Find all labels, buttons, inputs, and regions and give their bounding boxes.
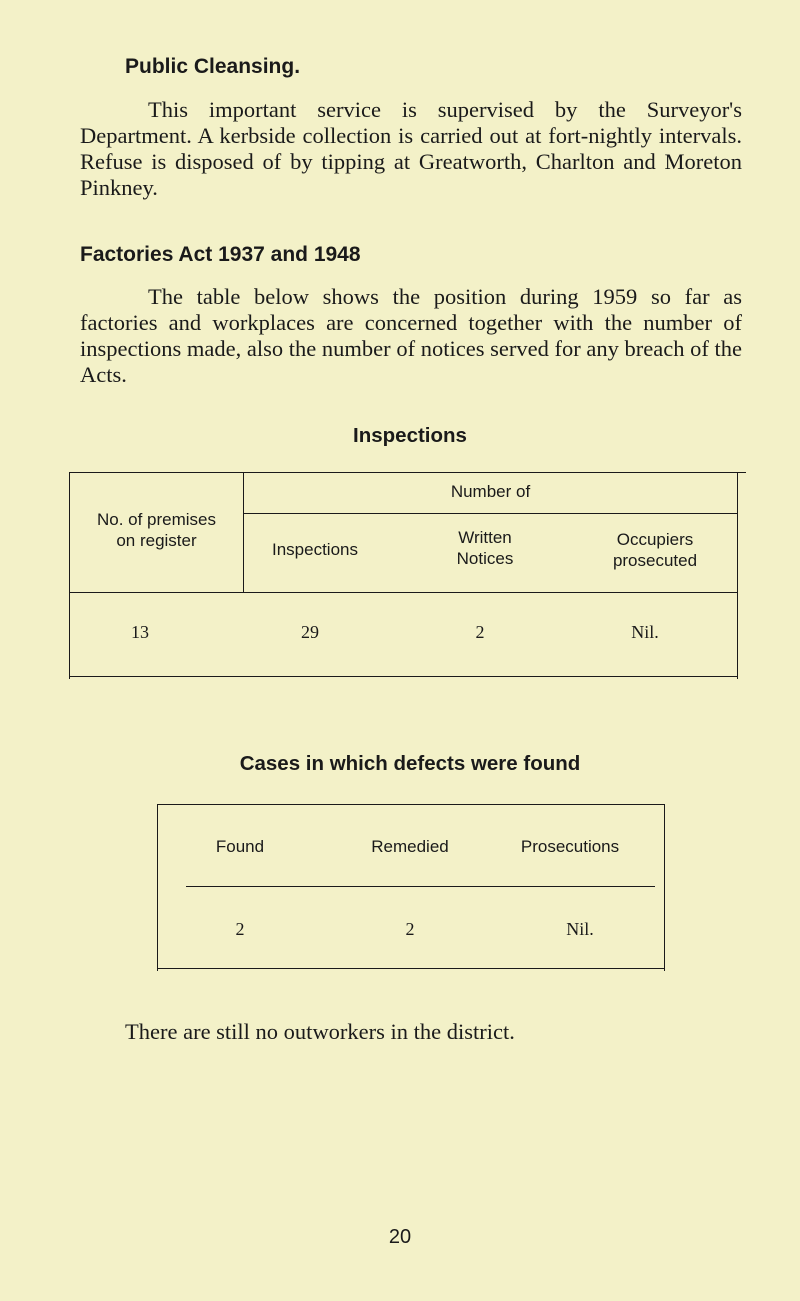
public-cleansing-heading: Public Cleansing.: [125, 55, 301, 78]
occupiers-line1: Occupiers: [616, 530, 694, 549]
inspections-value: 29: [301, 622, 319, 642]
factories-act-paragraph: The table below shows the position during 1959 so far as factories and workplaces are concerned together with the number of inspections made, also the number of notices served for any breach of the Acts.: [80, 284, 742, 387]
defects-table-right-border: [664, 804, 665, 971]
occupiers-prosecuted-value: Nil.: [631, 622, 659, 642]
occupiers-prosecuted-header: [590, 529, 720, 571]
defects-table-left-border: [157, 804, 158, 971]
inspections-table-right-border: [737, 472, 738, 679]
found-value: 2: [235, 919, 245, 939]
inspections-column-header: Inspections: [272, 540, 358, 559]
premises-header-line1: No. of premises: [96, 510, 217, 529]
written-notices-value: 2: [475, 622, 485, 642]
written-notices-header: [430, 527, 540, 569]
outworkers-note: There are still no outworkers in the district.: [125, 1019, 515, 1044]
defects-table-top-border: [158, 804, 664, 805]
remedied-header: Remedied: [371, 837, 449, 856]
remedied-value: 2: [405, 919, 415, 939]
factories-act-heading: Factories Act 1937 and 1948: [80, 243, 361, 266]
occupiers-line2: prosecuted: [612, 551, 698, 570]
defects-table-bottom-border: [158, 968, 664, 969]
number-of-header: Number of: [450, 482, 531, 501]
defects-header-divider: [186, 886, 655, 887]
inspections-table-top-border: [70, 472, 746, 473]
written-notices-line1: Written: [458, 528, 512, 547]
written-notices-line2: Notices: [456, 549, 514, 568]
inspections-header-bottom-border: [70, 592, 737, 593]
prosecutions-header: Prosecutions: [520, 837, 620, 856]
prosecutions-value: Nil.: [566, 919, 594, 939]
inspections-table-left-border: [69, 472, 70, 679]
premises-value: 13: [131, 622, 149, 642]
inspections-table-bottom-border: [70, 676, 737, 677]
found-header: Found: [215, 837, 265, 856]
public-cleansing-paragraph: This important service is supervised by the Surveyor's Department. A kerbside collection is carried out at fort-nightly intervals. Refuse is disposed of by tipping at Greatworth, Charlton and Moreton Pinkney.: [80, 97, 742, 200]
number-of-divider: [244, 513, 737, 514]
page-number: 20: [388, 1226, 412, 1248]
premises-header-line2: on register: [116, 531, 197, 550]
inspections-heading: Inspections: [353, 424, 467, 447]
premises-header: [70, 509, 243, 551]
defects-heading: Cases in which defects were found: [239, 752, 581, 775]
